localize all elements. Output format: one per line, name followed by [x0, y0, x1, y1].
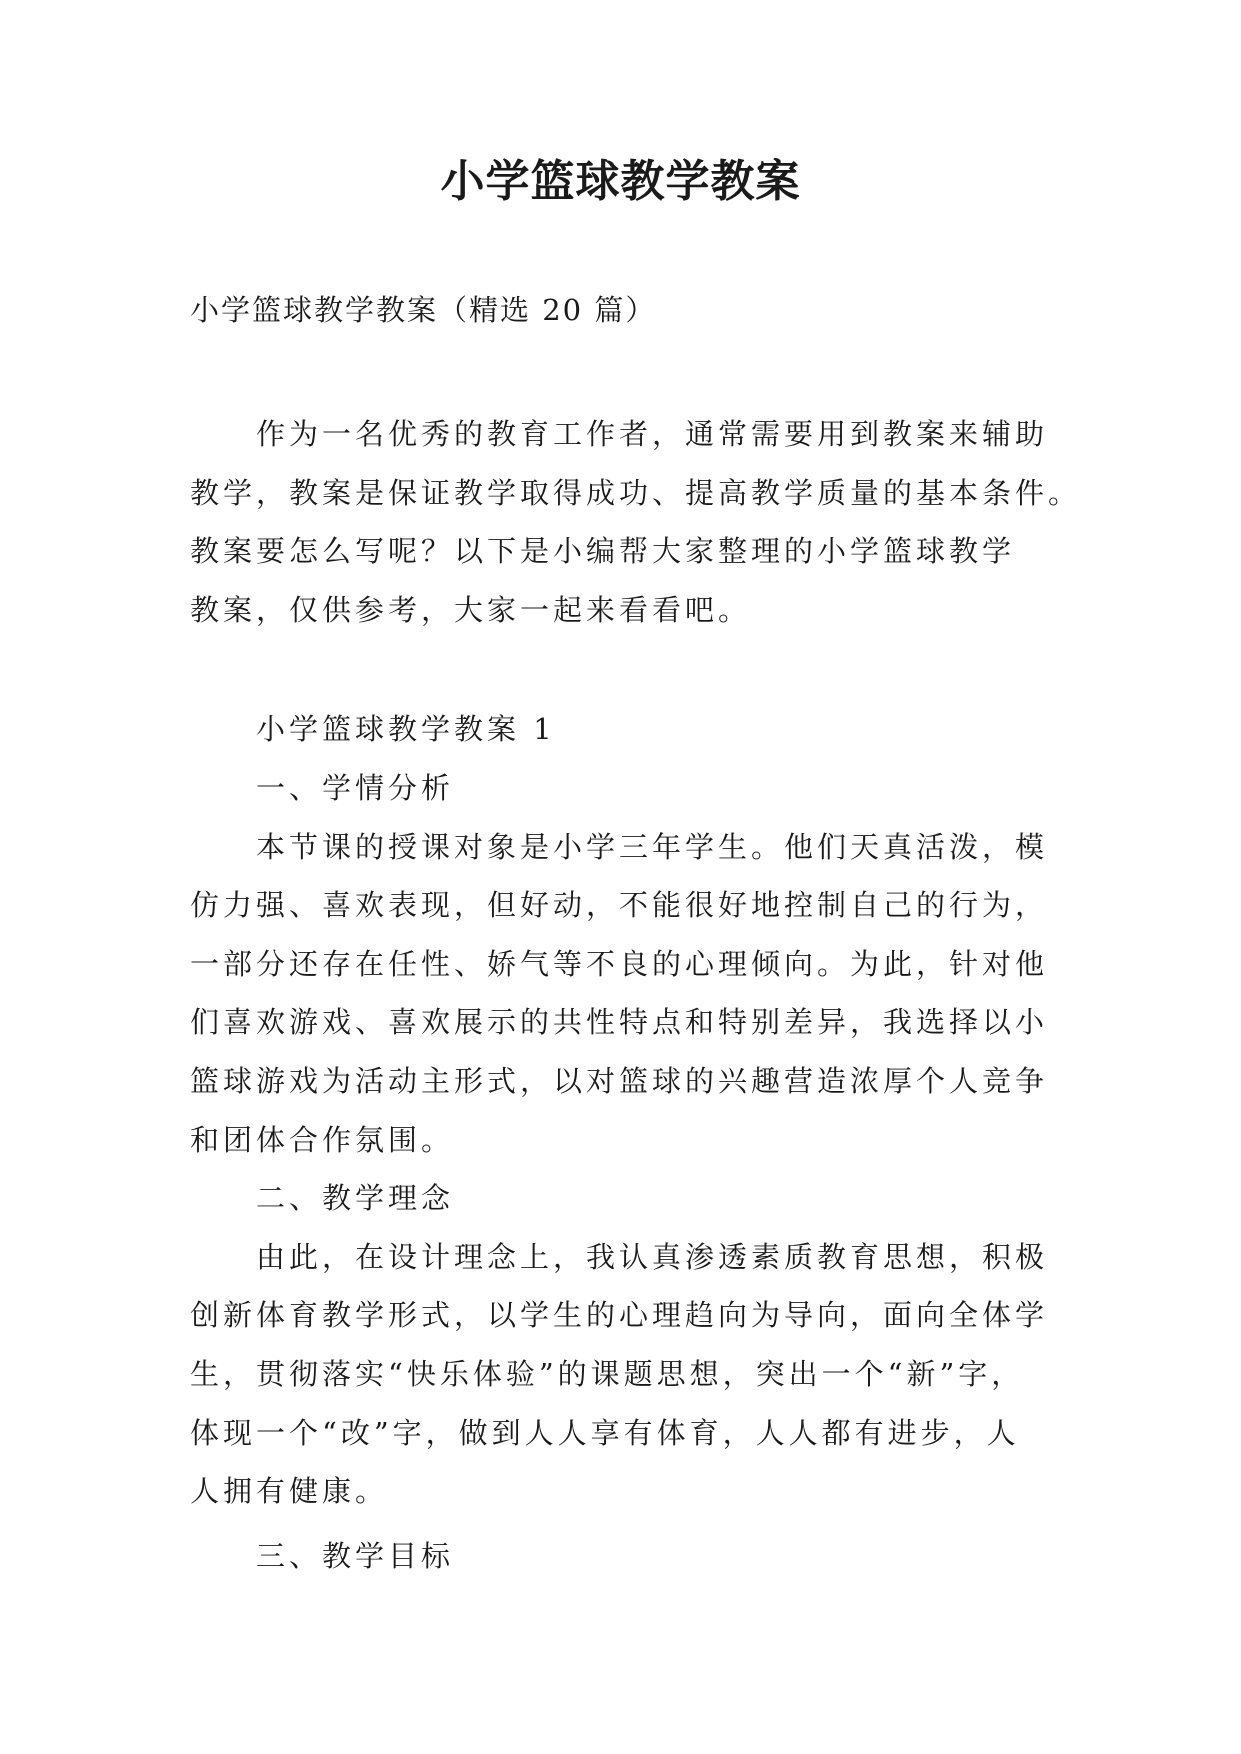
paragraph-line: 教案，仅供参考，大家一起来看看吧。 — [190, 592, 752, 627]
section-heading: 小学篮球教学教案 1 — [256, 712, 556, 747]
concept-paragraph — [190, 1228, 1050, 1521]
paragraph-line: 仿力强、喜欢表现，但好动，不能很好地控制自己的行为， — [190, 888, 1049, 923]
heading-analysis: 一、学情分析 — [256, 770, 455, 805]
document-body — [190, 405, 1082, 1585]
paragraph-line: 体现一个“改”字，做到人人享有体育，人人都有进步，人 — [190, 1415, 1020, 1450]
paragraph-line: 篮球游戏为活动主形式，以对篮球的兴趣营造浓厚个人竞争 — [190, 1063, 1049, 1098]
paragraph-line: 由此，在设计理念上，我认真渗透素质教育思想，积极 — [256, 1239, 1049, 1274]
paragraph-line: 教案要怎么写呢？以下是小编帮大家整理的小学篮球教学 — [190, 534, 1016, 569]
paragraph-line: 创新体育教学形式，以学生的心理趋向为导向，面向全体学 — [190, 1298, 1049, 1333]
paragraph-line: 们喜欢游戏、喜欢展示的共性特点和特别差异，我选择以小 — [190, 1005, 1049, 1040]
document-subtitle: 小学篮球教学教案（精选 20 篇） — [190, 293, 657, 327]
paragraph-line: 人拥有健康。 — [190, 1474, 389, 1509]
document-title: 小学篮球教学教案 — [440, 156, 801, 207]
paragraph-line: 本节课的授课对象是小学三年学生。他们天真活泼，模 — [256, 829, 1049, 864]
paragraph-line: 和团体合作氛围。 — [190, 1122, 455, 1157]
paragraph-line: 一部分还存在任性、娇气等不良的心理倾向。为此，针对他 — [190, 946, 1049, 981]
paragraph-line: 作为一名优秀的教育工作者，通常需要用到教案来辅助 — [256, 417, 1049, 451]
heading-goals: 三、教学目标 — [256, 1538, 455, 1573]
intro-paragraph — [190, 405, 1082, 639]
heading-concept: 二、教学理念 — [256, 1181, 455, 1216]
analysis-paragraph — [190, 818, 1050, 1170]
paragraph-line: 教学，教案是保证教学取得成功、提高教学质量的基本条件。 — [190, 475, 1082, 510]
paragraph-line: 生，贯彻落实“快乐体验”的课题思想，突出一个“新”字， — [190, 1356, 1025, 1391]
